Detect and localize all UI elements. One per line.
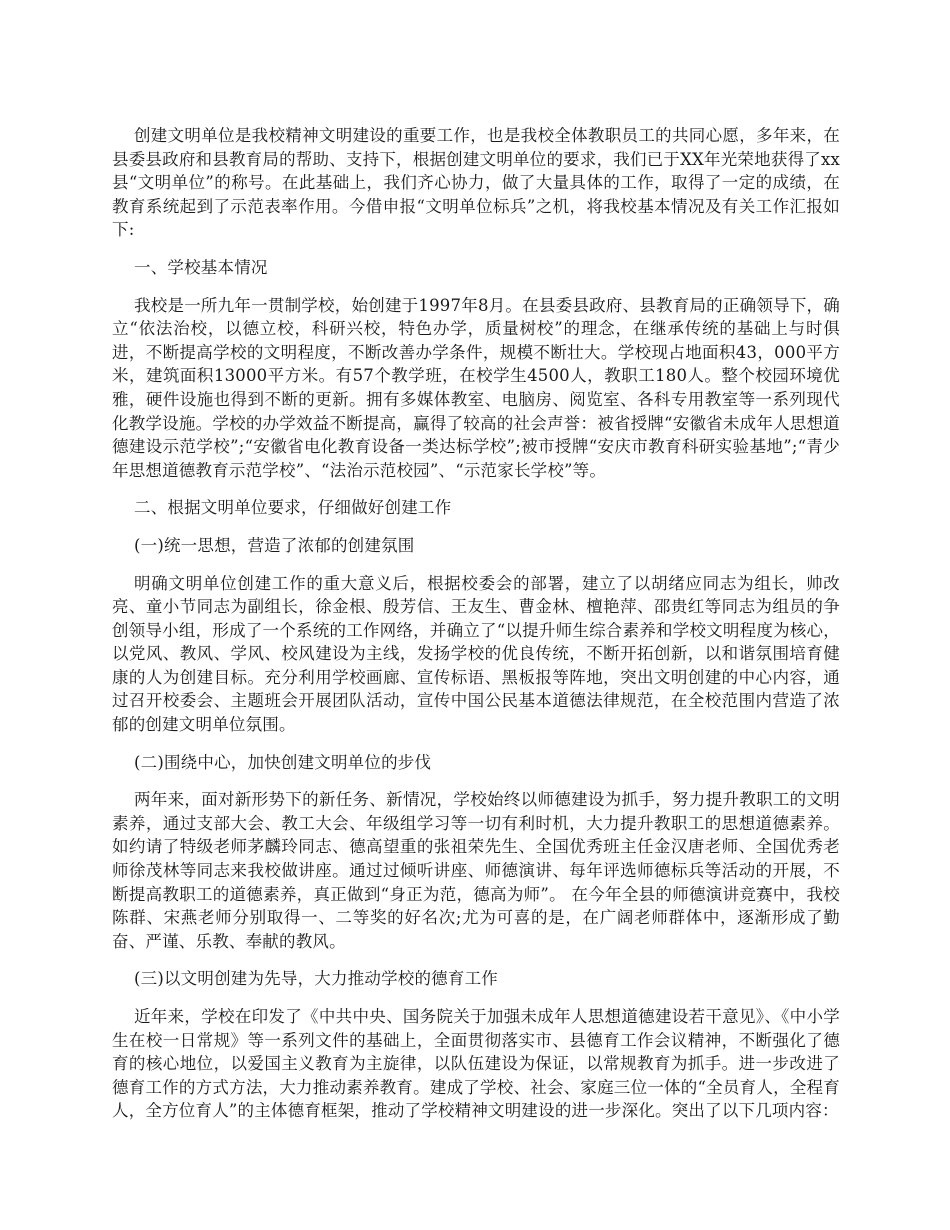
moral-education-paragraph: 近年来，学校在印发了《中共中央、国务院关于加强未成年人思想道德建设若干意见》、《中小学生在校一日常规》等一系列文件的基础上，全面贯彻落实市、县德育工作会议精神，不断强化了德育的核心地位，以爱国主义教育为主旋律，以队伍建设为保证，以常规教育为抓手。进一步改进了德育工作的方式方法，大力推动素养教育。建成了学校、社会、家庭三位一体的“全员育人，全程育人，全方位育人”的主体德育框架，推动了学校精神文明建设的进一步深化。突出了以下几项内容：	[112, 1007, 840, 1121]
section-heading-basic-info: 一、学校基本情况	[134, 257, 268, 277]
intro-paragraph: 创建文明单位是我校精神文明建设的重要工作，也是我校全体教职员工的共同心愿，多年来，在县委县政府和县教育局的帮助、支持下，根据创建文明单位的要求，我们已于XX年光荣地获得了xx县“文明单位”的称号。在此基础上，我们齐心协力，做了大量具体的工作，取得了一定的成绩，在教育系统起到了示范表率作用。今借申报“文明单位标兵”之机，将我校基本情况及有关工作汇报如下:	[112, 126, 840, 240]
basic-info-paragraph: 我校是一所九年一贯制学校，始创建于1997年8月。在县委县政府、县教育局的正确领导下，确立“依法治校，以德立校，科研兴校，特色办学，质量树校”的理念，在继承传统的基础上与时俱进，不断提高学校的文明程度，不断改善办学条件，规模不断壮大。学校现占地面积43，000平方米，建筑面积13000平方米。有57个教学班，在校学生4500人，教职工180人。整个校园环境优雅，硬件设施也得到不断的更新。拥有多媒体教室、电脑房、阅览室、各科专用教室等一系列现代化教学设施。学校的办学效益不断提高，赢得了较高的社会声誉：被省授牌“安徽省未成年人思想道德建设示范学校”;“安徽省电化教育设备一类达标学校”;被市授牌“安庆市教育科研实验基地”;“青少年思想道德教育示范学校”、“法治示范校园”、“示范家长学校”等。	[112, 295, 840, 480]
subsection-heading-focus-center: (二)围绕中心，加快创建文明单位的步伐	[134, 752, 432, 772]
section-heading-creation-work: 二、根据文明单位要求，仔细做好创建工作	[134, 498, 452, 518]
subsection-heading-unify-thought: (一)统一思想，营造了浓郁的创建氛围	[134, 535, 415, 555]
subsection-heading-moral-education: (三)以文明创建为先导，大力推动学校的德育工作	[134, 969, 498, 989]
unify-thought-paragraph: 明确文明单位创建工作的重大意义后，根据校委会的部署，建立了以胡绪应同志为组长，帅改亮、童小节同志为副组长，徐金根、殷芳信、王友生、曹金林、檀艳萍、邵贵红等同志为组员的争创领导小组，形成了一个系统的工作网络，并确立了“以提升师生综合素养和学校文明程度为核心，以党风、教风、学风、校风建设为主线，发扬学校的优良传统，不断开拓创新，以和谐氛围培育健康的人为创建目标。充分利用学校画廊、宣传标语、黑板报等阵地，突出文明创建的中心内容，通过召开校委会、主题班会开展团队活动，宣传中国公民基本道德法律规范，在全校范围内营造了浓郁的创建文明单位氛围。	[112, 573, 840, 735]
focus-center-paragraph: 两年来，面对新形势下的新任务、新情况，学校始终以师德建设为抓手，努力提升教职工的文明素养，通过支部大会、教工大会、年级组学习等一切有利时机，大力提升教职工的思想道德素养。如约请了特级老师茅麟玲同志、德高望重的张祖荣先生、全国优秀班主任金汉唐老师、全国优秀老师徐茂林等同志来我校做讲座。通过过倾听讲座、师德演讲、每年评选师德标兵等活动的开展，不断提高教职工的道德素养，真正做到“身正为范，德高为师”。 在今年全县的师德演讲竞赛中，我校陈群、宋燕老师分别取得一、二等奖的好名次;尤为可喜的是，在广阔老师群体中，逐渐形成了勤奋、严谨、乐教、奉献的教风。	[112, 790, 840, 951]
document-body	[112, 124, 840, 1137]
